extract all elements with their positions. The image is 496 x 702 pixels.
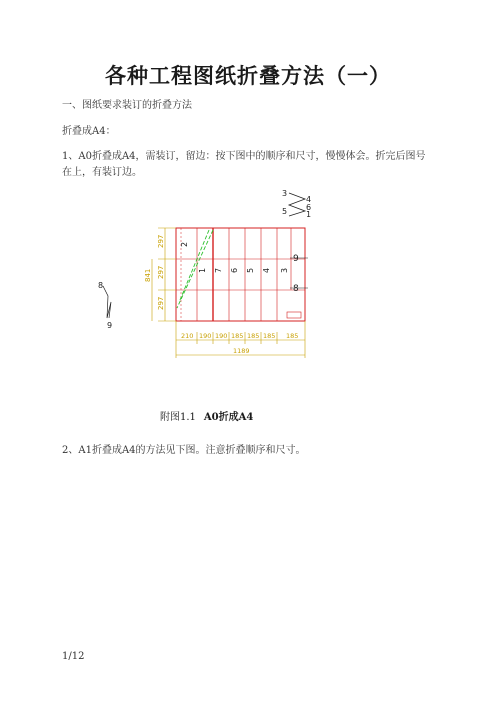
page-number: 1/12 [62, 651, 85, 662]
dim-label: 185 [247, 332, 260, 340]
diagonal-fold [177, 230, 213, 308]
stack-label: 4 [306, 195, 312, 204]
fold-number: 4 [262, 267, 271, 273]
fold-number: 2 [180, 241, 189, 247]
figure-caption [160, 408, 253, 423]
fold-number: 3 [280, 267, 289, 273]
right-label: 8 [293, 284, 299, 294]
fold-number: 5 [246, 267, 255, 273]
dim-label: 185 [263, 332, 276, 340]
side-label: 9 [107, 321, 113, 330]
subheading: 折叠成A4： [62, 126, 116, 137]
fold-number: 1 [198, 267, 207, 273]
stack-label: 6 [306, 203, 312, 212]
stack-label: 1 [306, 210, 312, 219]
caption-label: 附图1.1 [160, 412, 196, 423]
dim-label: 190 [215, 332, 228, 340]
stack-label: 3 [282, 189, 288, 198]
dim-label: 185 [231, 332, 244, 340]
paragraph-item-1: 1、A0折叠成A4，需装订，留边：按下图中的顺序和尺寸，慢慢体会。折完后图号在上，有装订边。 [62, 151, 426, 178]
dim-label: 210 [181, 332, 194, 340]
dim-label: 297 [157, 234, 165, 248]
fold-number: 7 [214, 267, 223, 273]
dim-label: 841 [144, 268, 152, 282]
side-fold-sketch [103, 286, 111, 318]
stack-label: 5 [282, 207, 288, 216]
caption-text: A0折成A4 [203, 412, 254, 423]
dim-label: 185 [286, 332, 299, 340]
section-heading: 一、图纸要求装订的折叠方法 [62, 100, 192, 111]
dim-label-total: 1189 [233, 347, 250, 355]
right-label: 9 [293, 254, 299, 264]
fold-stack [289, 193, 305, 216]
fold-number: 6 [230, 267, 239, 273]
fold-grid [176, 228, 305, 321]
dim-label: 190 [199, 332, 212, 340]
side-label: 8 [98, 281, 104, 290]
page-title: 各种工程图纸折叠方法（一） [105, 64, 391, 88]
sheet-border [176, 228, 305, 321]
paragraph-item-2: 2、A1折叠成A4的方法见下图。注意折叠顺序和尺寸。 [62, 445, 306, 456]
dim-label: 297 [157, 265, 165, 279]
dim-label: 297 [157, 296, 165, 310]
